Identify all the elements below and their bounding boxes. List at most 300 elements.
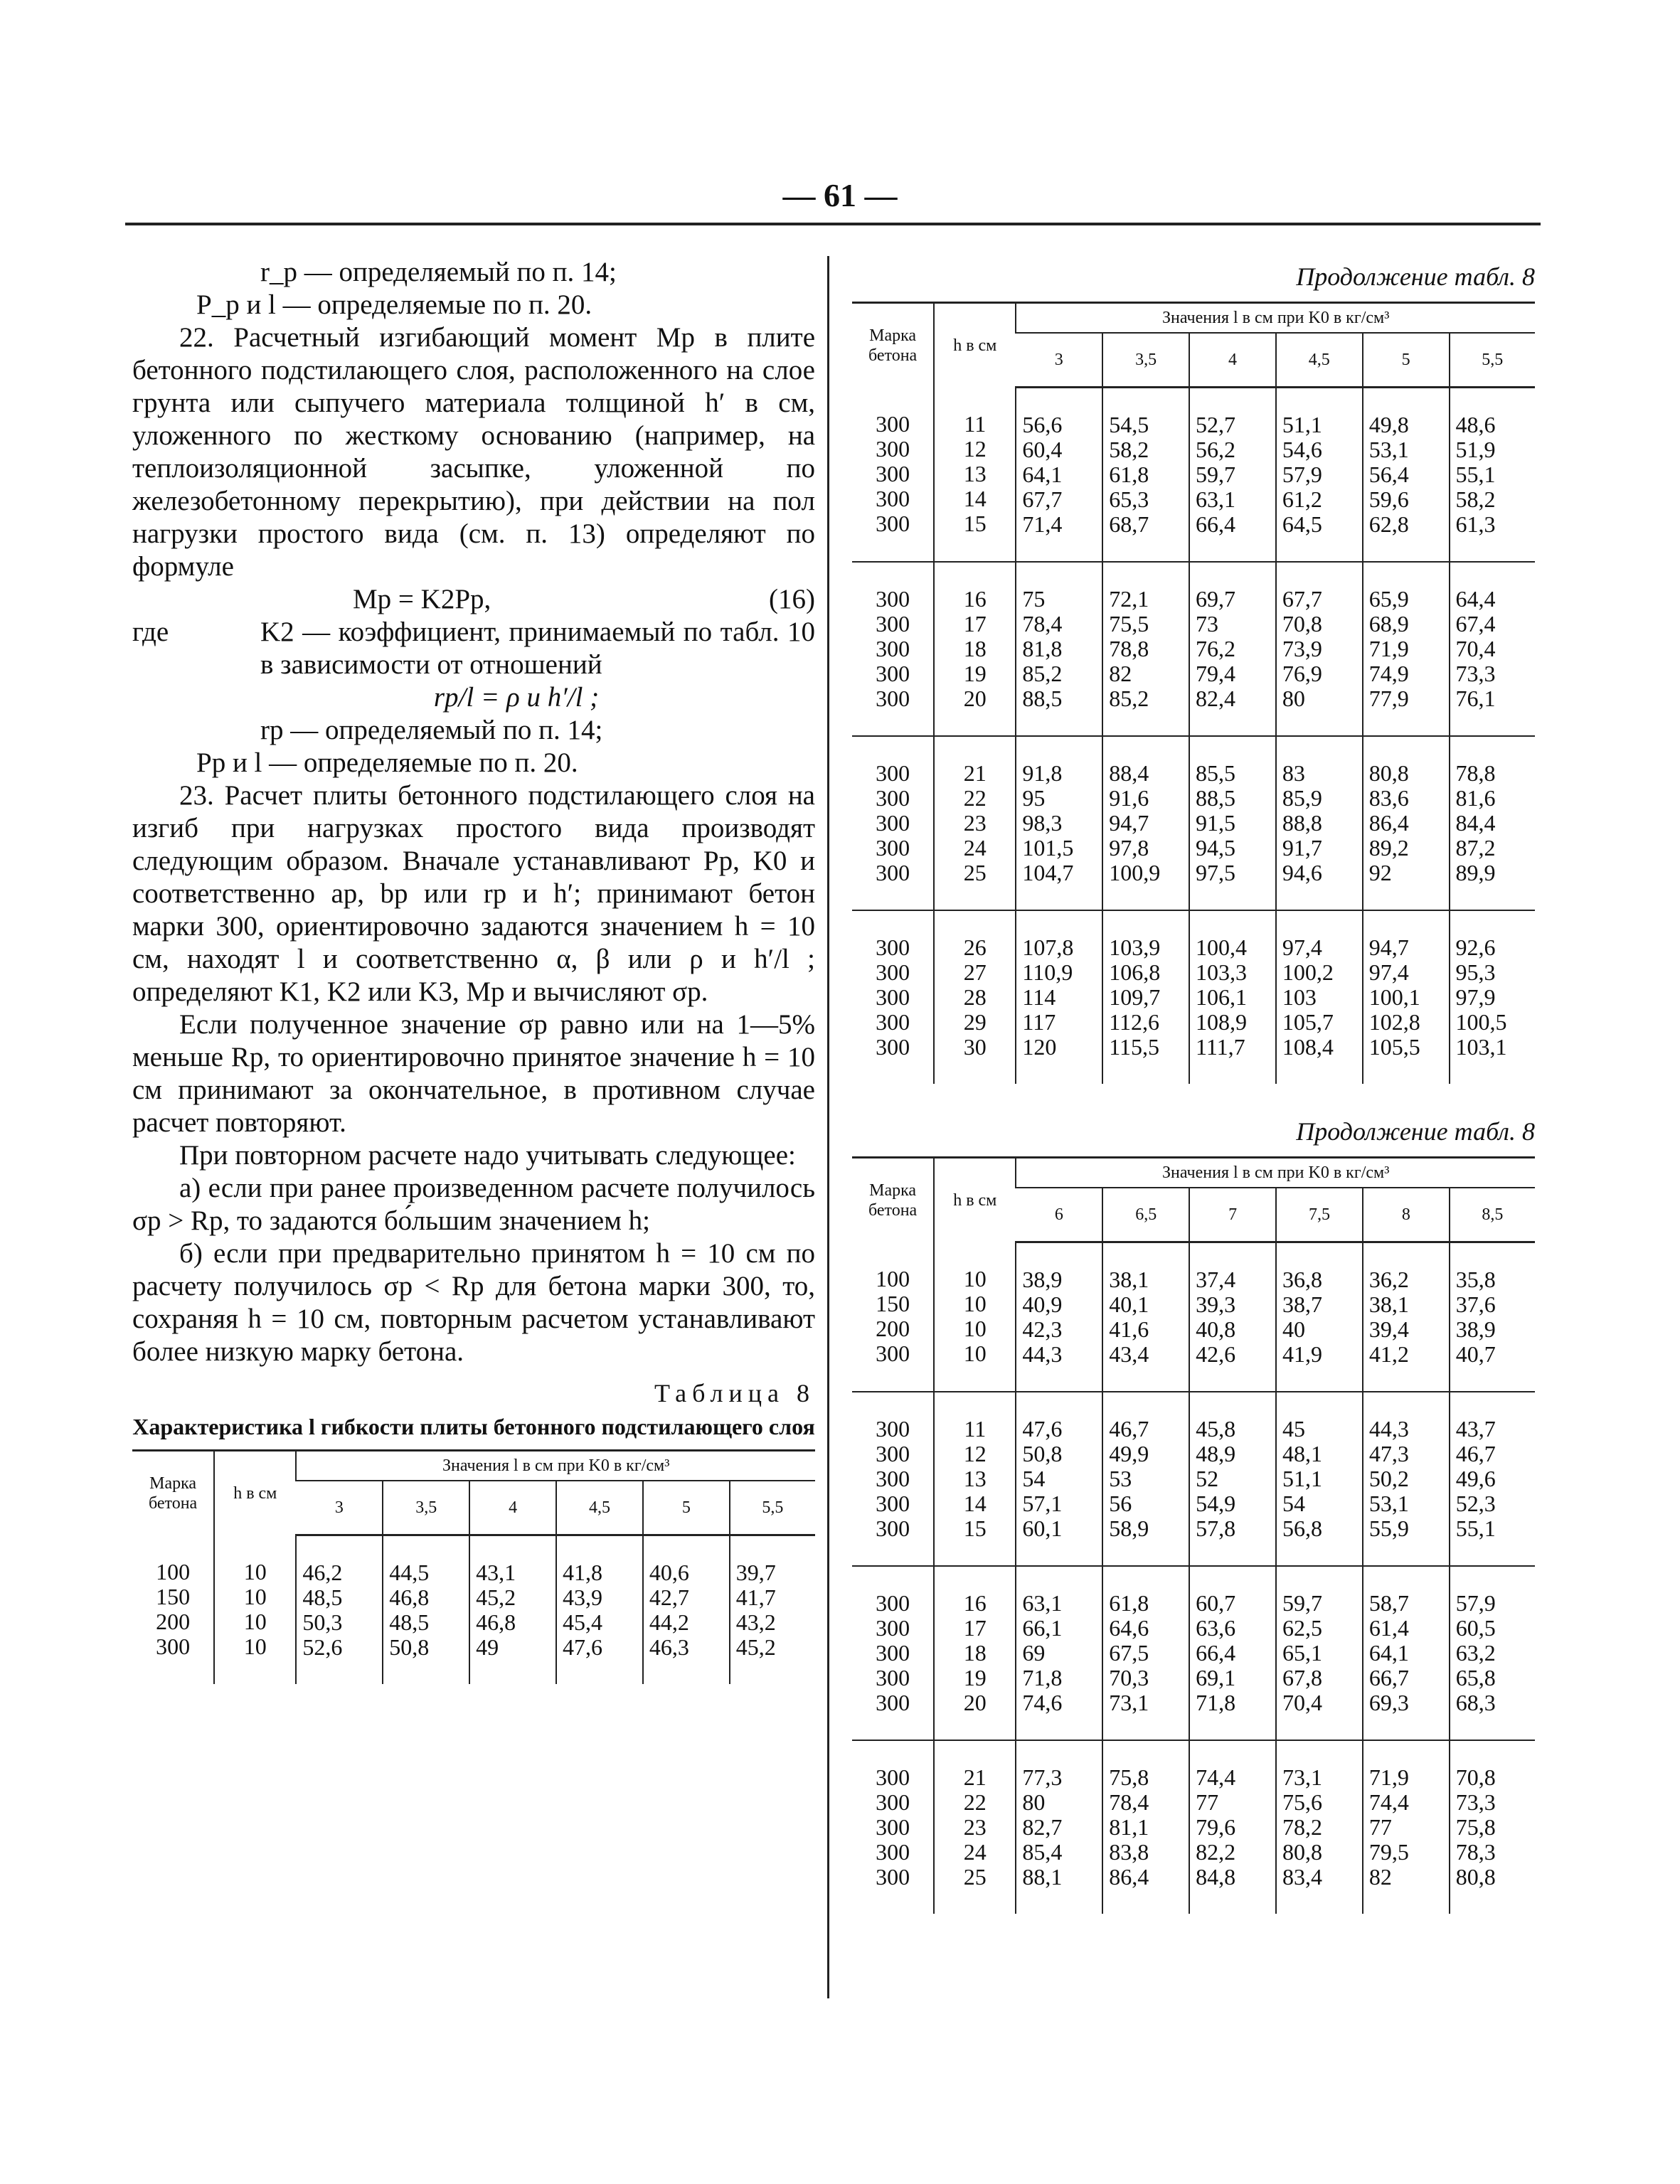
l-value: 70,8 xyxy=(1455,1764,1496,1790)
l-value: 38,1 xyxy=(1109,1267,1149,1292)
marka-value: 300 xyxy=(876,1864,910,1890)
marka-value: 300 xyxy=(876,460,910,486)
l-value: 40,7 xyxy=(1455,1341,1496,1367)
h-value: 20 xyxy=(963,686,987,711)
cell-l-values xyxy=(383,1535,469,1685)
l-value: 39,3 xyxy=(1196,1291,1236,1317)
header-row xyxy=(852,303,1535,334)
l-value: 50,8 xyxy=(389,1634,430,1660)
l-value: 64,1 xyxy=(1368,1640,1409,1666)
l-value: 54,6 xyxy=(1282,437,1322,462)
l-value: 73,1 xyxy=(1109,1690,1149,1715)
l-value: 75 xyxy=(1022,586,1046,612)
l-value: 103 xyxy=(1282,984,1317,1010)
col-header-k0: 8,5 xyxy=(1450,1188,1535,1242)
l-value: 40,8 xyxy=(1196,1316,1236,1342)
l-value: 45,8 xyxy=(1196,1416,1236,1442)
cell-l-values xyxy=(1102,1740,1189,1914)
l-value: 53,1 xyxy=(1368,437,1409,462)
l-value: 100,5 xyxy=(1455,1009,1507,1035)
marka-value: 300 xyxy=(876,686,910,711)
marka-value: 300 xyxy=(876,586,910,612)
l-value: 87,2 xyxy=(1455,835,1496,861)
l-value: 66,1 xyxy=(1022,1615,1063,1641)
marka-value: 300 xyxy=(876,1615,910,1641)
marka-value: 300 xyxy=(876,1441,910,1466)
l-value: 88,8 xyxy=(1282,810,1322,836)
l-value: 52,6 xyxy=(302,1634,343,1660)
where-block xyxy=(132,616,815,681)
l-value: 95 xyxy=(1022,785,1046,811)
l-value: 43,1 xyxy=(476,1560,516,1585)
h-value: 24 xyxy=(963,835,987,861)
h-value: 29 xyxy=(963,1009,987,1035)
l-value: 89,2 xyxy=(1368,835,1409,861)
h-value: 25 xyxy=(963,1864,987,1890)
cell-h xyxy=(934,1740,1016,1914)
row-group xyxy=(852,388,1535,563)
col-header-k0: 7,5 xyxy=(1276,1188,1363,1242)
marka-value: 300 xyxy=(876,1640,910,1666)
h-value: 12 xyxy=(963,435,987,462)
h-value: 18 xyxy=(963,636,987,661)
l-value: 42,6 xyxy=(1196,1341,1236,1367)
marka-value: 300 xyxy=(876,835,910,861)
l-value: 46,8 xyxy=(389,1584,430,1610)
cell-h xyxy=(934,736,1016,910)
l-value: 43,4 xyxy=(1109,1341,1149,1367)
l-value: 98,3 xyxy=(1022,810,1063,836)
h-value: 10 xyxy=(963,1315,987,1341)
l-value: 56,4 xyxy=(1368,462,1409,487)
l-value: 80,8 xyxy=(1368,760,1409,786)
cell-marka xyxy=(852,736,934,910)
cell-l-values xyxy=(730,1535,815,1685)
l-value: 75,8 xyxy=(1109,1764,1149,1790)
l-value: 49,6 xyxy=(1455,1466,1496,1491)
h-value: 26 xyxy=(963,934,987,960)
marka-value: 300 xyxy=(876,1009,910,1035)
right-column xyxy=(852,262,1535,1914)
l-value: 38,1 xyxy=(1368,1291,1409,1317)
l-value: 63,6 xyxy=(1196,1615,1236,1641)
l-value: 80,8 xyxy=(1282,1839,1322,1865)
table-row xyxy=(852,562,1535,736)
l-value: 46,7 xyxy=(1455,1441,1496,1466)
cell-l-values xyxy=(1102,1392,1189,1566)
l-value: 36,8 xyxy=(1282,1267,1322,1292)
l-value: 46,3 xyxy=(649,1634,689,1660)
h-value: 12 xyxy=(963,1441,987,1466)
l-value: 105,5 xyxy=(1368,1034,1420,1060)
h-value: 16 xyxy=(963,586,987,612)
l-value: 37,6 xyxy=(1455,1291,1496,1317)
cell-l-values xyxy=(1450,1392,1535,1566)
l-value: 88,4 xyxy=(1109,760,1149,786)
para-pp-def-2: Pp и l — определяемые по п. 20. xyxy=(196,747,578,778)
cell-l-values xyxy=(1276,1566,1363,1740)
l-value: 61,8 xyxy=(1109,1590,1149,1616)
l-value: 49,9 xyxy=(1109,1441,1149,1466)
cell-l-values xyxy=(1363,1242,1450,1392)
l-value: 56,8 xyxy=(1282,1516,1322,1541)
l-value: 67,4 xyxy=(1455,611,1496,636)
l-value: 117 xyxy=(1022,1009,1056,1035)
l-value: 42,3 xyxy=(1022,1316,1063,1342)
marka-value: 300 xyxy=(876,435,910,462)
l-value: 70,3 xyxy=(1109,1665,1149,1690)
col-header-marka: Марка бетона xyxy=(852,303,934,388)
header-row xyxy=(132,1451,815,1481)
l-value: 103,3 xyxy=(1196,959,1248,985)
l-value: 94,7 xyxy=(1368,934,1409,960)
l-value: 67,8 xyxy=(1282,1665,1322,1690)
l-value: 51,1 xyxy=(1282,412,1322,437)
para-rp-def: r_p — определяемый по п. 14; xyxy=(260,257,617,287)
l-value: 73,3 xyxy=(1455,661,1496,686)
h-value: 22 xyxy=(963,785,987,811)
l-value: 79,5 xyxy=(1368,1839,1409,1865)
cell-marka xyxy=(852,1242,934,1392)
h-value: 19 xyxy=(963,661,987,686)
l-value: 63,1 xyxy=(1196,486,1236,512)
l-value: 88,5 xyxy=(1022,686,1063,711)
cell-marka xyxy=(132,1535,214,1685)
cell-l-values xyxy=(1450,388,1535,563)
l-value: 65,3 xyxy=(1109,486,1149,512)
l-value: 58,2 xyxy=(1109,437,1149,462)
l-value: 65,9 xyxy=(1368,586,1409,612)
cell-l-values xyxy=(1189,562,1276,736)
l-value: 40 xyxy=(1282,1316,1305,1342)
cell-l-values xyxy=(1363,910,1450,1084)
col-header-h: h в см xyxy=(214,1451,296,1535)
l-value: 77 xyxy=(1196,1789,1219,1815)
row-group xyxy=(852,1392,1535,1566)
table-title: Характеристика l гибкости плиты бетонного подстилающего слоя xyxy=(132,1414,815,1439)
l-value: 56,2 xyxy=(1196,437,1236,462)
l-value: 49 xyxy=(476,1634,499,1660)
formula-number: (16) xyxy=(769,584,815,614)
h-value: 13 xyxy=(963,1466,987,1491)
l-value: 69,3 xyxy=(1368,1690,1409,1715)
col-header-k0: 6,5 xyxy=(1102,1188,1189,1242)
l-value: 83 xyxy=(1282,760,1305,786)
header-row xyxy=(852,1158,1535,1188)
table8-cont1 xyxy=(852,302,1535,1084)
l-value: 53,1 xyxy=(1368,1491,1409,1516)
cell-l-values xyxy=(1276,1242,1363,1392)
cell-l-values xyxy=(469,1535,556,1685)
table-header xyxy=(852,1158,1535,1242)
cell-l-values xyxy=(1276,1740,1363,1914)
l-value: 52,7 xyxy=(1196,412,1236,437)
cell-l-values xyxy=(1189,1242,1276,1392)
l-value: 44,2 xyxy=(649,1609,689,1635)
l-value: 61,3 xyxy=(1455,511,1496,537)
col-header-group: Значения l в см при K0 в кг/см³ xyxy=(1016,1158,1535,1188)
l-value: 64,5 xyxy=(1282,511,1322,537)
l-value: 48,5 xyxy=(302,1584,343,1610)
l-value: 79,4 xyxy=(1196,661,1236,686)
l-value: 74,4 xyxy=(1368,1789,1409,1815)
h-value: 10 xyxy=(243,1583,267,1609)
l-value: 76,9 xyxy=(1282,661,1322,686)
l-value: 57,8 xyxy=(1196,1516,1236,1541)
h-value: 15 xyxy=(963,1516,987,1541)
l-value: 52 xyxy=(1196,1466,1219,1491)
l-value: 91,8 xyxy=(1022,760,1063,786)
l-value: 97,5 xyxy=(1196,860,1236,885)
l-value: 56,6 xyxy=(1022,412,1063,437)
marka-value: 300 xyxy=(876,1516,910,1541)
l-value: 81,1 xyxy=(1109,1814,1149,1840)
row-group xyxy=(852,1740,1535,1914)
table8-start xyxy=(132,1449,815,1684)
para-repeat: При повторном расчете надо учитывать следующее: xyxy=(179,1140,796,1171)
l-value: 84,8 xyxy=(1196,1864,1236,1890)
continuation-caption-1: Продолжение табл. 8 xyxy=(1296,262,1535,291)
col-header-k0: 4,5 xyxy=(1276,333,1363,388)
l-value: 77,3 xyxy=(1022,1764,1063,1790)
cell-l-values xyxy=(1363,736,1450,910)
l-value: 35,8 xyxy=(1455,1267,1496,1292)
l-value: 38,9 xyxy=(1455,1316,1496,1342)
l-value: 54,9 xyxy=(1196,1491,1236,1516)
l-value: 73,9 xyxy=(1282,636,1322,661)
l-value: 64,6 xyxy=(1109,1615,1149,1641)
l-value: 97,9 xyxy=(1455,984,1496,1010)
l-value: 70,4 xyxy=(1282,1690,1322,1715)
marka-value: 300 xyxy=(876,636,910,661)
l-value: 61,4 xyxy=(1368,1615,1409,1641)
h-value: 22 xyxy=(963,1789,987,1815)
h-value: 10 xyxy=(963,1290,987,1316)
marka-value: 300 xyxy=(876,860,910,885)
where-label: где xyxy=(132,617,169,647)
l-value: 86,4 xyxy=(1368,810,1409,836)
cell-l-values xyxy=(1016,736,1102,910)
marka-value: 300 xyxy=(876,984,910,1010)
h-value: 10 xyxy=(963,1265,987,1291)
l-value: 81,8 xyxy=(1022,636,1063,661)
l-value: 107,8 xyxy=(1022,934,1074,960)
l-value: 83,8 xyxy=(1109,1839,1149,1865)
cell-l-values xyxy=(1450,1740,1535,1914)
l-value: 97,4 xyxy=(1282,934,1322,960)
l-value: 92 xyxy=(1368,860,1392,885)
col-header-group: Значения l в см при K0 в кг/см³ xyxy=(1016,303,1535,334)
l-value: 45 xyxy=(1282,1416,1305,1442)
marka-value: 300 xyxy=(876,410,910,437)
l-value: 48,6 xyxy=(1455,412,1496,437)
h-value: 17 xyxy=(963,611,987,636)
l-value: 73 xyxy=(1196,611,1219,636)
row-group xyxy=(132,1535,815,1685)
continuation-caption-2: Продолжение табл. 8 xyxy=(1296,1117,1535,1146)
table-row xyxy=(852,736,1535,910)
table-label: Таблица 8 xyxy=(654,1379,815,1407)
cell-h xyxy=(934,1242,1016,1392)
l-value: 57,9 xyxy=(1455,1590,1496,1616)
l-value: 82,4 xyxy=(1196,686,1236,711)
cell-l-values xyxy=(1189,388,1276,563)
l-value: 111,7 xyxy=(1196,1034,1245,1060)
cell-l-values xyxy=(1016,388,1102,563)
col-header-k0: 6 xyxy=(1016,1188,1102,1242)
marka-value: 300 xyxy=(876,1466,910,1491)
l-value: 82 xyxy=(1368,1864,1392,1890)
cell-h xyxy=(934,562,1016,736)
cell-l-values xyxy=(1363,562,1450,736)
l-value: 60,7 xyxy=(1196,1590,1236,1616)
marka-value: 200 xyxy=(156,1608,191,1634)
table-row xyxy=(132,1535,815,1685)
l-value: 62,8 xyxy=(1368,511,1409,537)
l-value: 51,9 xyxy=(1455,437,1496,462)
cell-l-values xyxy=(1363,1566,1450,1740)
l-value: 54 xyxy=(1022,1466,1046,1491)
l-value: 41,7 xyxy=(735,1584,776,1610)
cell-h xyxy=(934,910,1016,1084)
cell-l-values xyxy=(1102,388,1189,563)
h-value: 17 xyxy=(963,1615,987,1641)
l-value: 85,4 xyxy=(1022,1839,1063,1865)
l-value: 57,1 xyxy=(1022,1491,1063,1516)
marka-value: 300 xyxy=(876,1764,910,1790)
cell-marka xyxy=(852,910,934,1084)
table-row xyxy=(852,1392,1535,1566)
col-header-k0: 4,5 xyxy=(556,1481,643,1535)
l-value: 80 xyxy=(1022,1789,1046,1815)
l-value: 114 xyxy=(1022,984,1056,1010)
marka-value: 300 xyxy=(876,1590,910,1616)
para-23: 23. Расчет плиты бетонного подстилающего слоя на изгиб при нагрузках простого вида производят следующим образом. Вначале устанавливают Pp, K0 и соответственно ap, bp или rp и h′; принимают бетон марки 300, ориентировочно задаются значением h = 10 см, находят l и соответственно α, β или ρ и h′/l ; определяют K1, K2 или K3, Mp и вычисляют σp. xyxy=(132,780,815,1007)
cell-l-values xyxy=(1102,562,1189,736)
cell-h xyxy=(934,1566,1016,1740)
l-value: 71,8 xyxy=(1022,1665,1063,1690)
cell-l-values xyxy=(1102,910,1189,1084)
table-row xyxy=(852,1740,1535,1914)
l-value: 48,5 xyxy=(389,1609,430,1635)
l-value: 78,2 xyxy=(1282,1814,1322,1840)
l-value: 70,4 xyxy=(1455,636,1496,661)
l-value: 51,1 xyxy=(1282,1466,1322,1491)
row-group xyxy=(852,910,1535,1084)
h-value: 14 xyxy=(963,1491,987,1516)
l-value: 60,1 xyxy=(1022,1516,1063,1541)
h-value: 21 xyxy=(963,1764,987,1790)
h-value: 16 xyxy=(963,1590,987,1616)
l-value: 95,3 xyxy=(1455,959,1496,985)
l-value: 67,7 xyxy=(1022,486,1063,512)
row-group xyxy=(852,1566,1535,1740)
l-value: 100,9 xyxy=(1109,860,1161,885)
l-value: 53 xyxy=(1109,1466,1132,1491)
l-value: 46,7 xyxy=(1109,1416,1149,1442)
l-value: 58,7 xyxy=(1368,1590,1409,1616)
l-value: 41,6 xyxy=(1109,1316,1149,1342)
l-value: 40,1 xyxy=(1109,1291,1149,1317)
h-value: 23 xyxy=(963,1814,987,1840)
cell-l-values xyxy=(1016,910,1102,1084)
l-value: 59,6 xyxy=(1368,486,1409,512)
cell-l-values xyxy=(1016,1392,1102,1566)
l-value: 79,6 xyxy=(1196,1814,1236,1840)
formula-16 xyxy=(132,583,815,616)
cell-l-values xyxy=(1450,736,1535,910)
marka-value: 300 xyxy=(876,1340,910,1366)
cell-l-values xyxy=(1016,1740,1102,1914)
h-value: 14 xyxy=(963,485,987,511)
l-value: 73,1 xyxy=(1282,1764,1322,1790)
where-text: K2 — коэффициент, принимаемый по табл. 10 в зависимости от отношений xyxy=(260,617,815,680)
l-value: 37,4 xyxy=(1196,1267,1236,1292)
l-value: 47,6 xyxy=(1022,1416,1063,1442)
marka-value: 300 xyxy=(876,760,910,786)
h-value: 19 xyxy=(963,1665,987,1690)
cell-l-values xyxy=(1016,562,1102,736)
l-value: 69,7 xyxy=(1196,586,1236,612)
marka-value: 300 xyxy=(876,1034,910,1060)
l-value: 65,1 xyxy=(1282,1640,1322,1666)
l-value: 70,8 xyxy=(1282,611,1322,636)
l-value: 80 xyxy=(1282,686,1305,711)
table-header xyxy=(852,303,1535,388)
col-header-k0: 4 xyxy=(469,1481,556,1535)
l-value: 67,5 xyxy=(1109,1640,1149,1666)
h-value: 10 xyxy=(243,1633,267,1659)
l-value: 64,4 xyxy=(1455,586,1496,612)
l-value: 82,7 xyxy=(1022,1814,1063,1840)
col-header-h: h в см xyxy=(934,1158,1016,1242)
l-value: 86,4 xyxy=(1109,1864,1149,1890)
l-value: 67,7 xyxy=(1282,586,1322,612)
col-header-k0: 5 xyxy=(1363,333,1450,388)
l-value: 54 xyxy=(1282,1491,1305,1516)
l-value: 38,7 xyxy=(1282,1291,1322,1317)
l-value: 97,8 xyxy=(1109,835,1149,861)
l-value: 78,3 xyxy=(1455,1839,1496,1865)
para-22: 22. Расчетный изгибающий момент Mp в плите бетонного подстилающего слоя, расположенного на слое грунта или сыпучего материала толщиной h′ в см, уложенного по жесткому основанию (например, на теплоизоляционной засыпке, уложенной по железобетонному перекрытию), при действии на пол нагрузки простого вида (см. п. 13) определяют по формуле xyxy=(132,322,815,582)
l-value: 92,6 xyxy=(1455,934,1496,960)
marka-value: 300 xyxy=(876,1416,910,1442)
l-value: 94,7 xyxy=(1109,810,1149,836)
l-value: 41,9 xyxy=(1282,1341,1322,1367)
l-value: 69,1 xyxy=(1196,1665,1236,1690)
cell-l-values xyxy=(1189,1566,1276,1740)
cell-l-values xyxy=(1450,562,1535,736)
h-value: 18 xyxy=(963,1640,987,1666)
l-value: 104,7 xyxy=(1022,860,1074,885)
ratio-text: rp/l = ρ и h′/l ; xyxy=(433,682,600,713)
para-a: а) если при ранее произведенном расчете получилось σp > Rp, то задаются бо́льшим значением h; xyxy=(132,1173,815,1236)
marka-value: 150 xyxy=(876,1290,910,1316)
h-value: 20 xyxy=(963,1690,987,1715)
table8-cont2 xyxy=(852,1156,1535,1914)
cell-l-values xyxy=(1363,388,1450,563)
l-value: 110,9 xyxy=(1022,959,1073,985)
l-value: 64,1 xyxy=(1022,462,1063,487)
para-pp-def: P_p и l — определяемые по п. 20. xyxy=(196,289,592,320)
l-value: 50,3 xyxy=(302,1609,343,1635)
marka-value: 300 xyxy=(876,934,910,960)
l-value: 52,3 xyxy=(1455,1491,1496,1516)
cell-marka xyxy=(852,1566,934,1740)
cell-marka xyxy=(852,562,934,736)
l-value: 77,9 xyxy=(1368,686,1409,711)
l-value: 56 xyxy=(1109,1491,1132,1516)
